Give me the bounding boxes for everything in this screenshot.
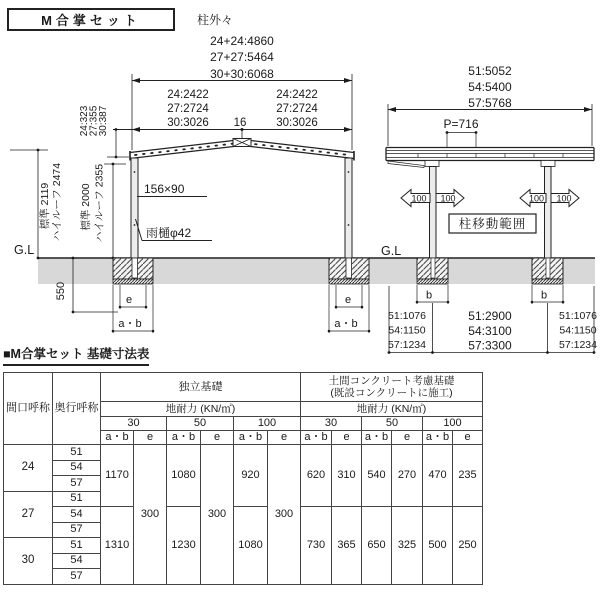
- front-right-foundation: [329, 258, 369, 284]
- header-load-100: 100: [423, 417, 483, 431]
- dim-ab-label: a・b: [118, 318, 142, 330]
- header-e: e: [268, 431, 301, 445]
- header-e: e: [134, 431, 167, 445]
- cell-dok-50-ab-top: 1080: [167, 445, 201, 507]
- front-left-footing-dims: [112, 285, 155, 333]
- front-rise-dim-3: 30:387: [98, 105, 109, 137]
- side-bottom-center-3: 57:3300: [468, 338, 512, 353]
- front-half-right-2: 27:2724: [276, 103, 318, 115]
- side-roof: [386, 148, 594, 168]
- dim-ab-label: a・b: [334, 318, 358, 330]
- cell-doma-30-e-bottom: 365: [332, 507, 362, 585]
- cell-dok-50-e: 300: [201, 445, 234, 585]
- side-right-foundation: [532, 258, 563, 284]
- header-ab: a・b: [301, 431, 332, 445]
- front-rise-dimension: [79, 105, 129, 158]
- front-half-left-3: 30:3026: [167, 117, 209, 129]
- cell-depth: 51: [53, 445, 101, 461]
- header-ab: a・b: [101, 431, 134, 445]
- cell-depth: 57: [53, 522, 101, 538]
- side-left-bracket: [425, 161, 439, 167]
- cell-depth: 54: [53, 553, 101, 569]
- side-bottom-center-2: 54:3100: [468, 324, 512, 338]
- cell-doma-50-e-bottom: 325: [392, 507, 423, 585]
- dim-b-label: b: [425, 289, 433, 302]
- side-b-dimensions: [416, 285, 565, 304]
- front-right-footing-dims: [328, 285, 371, 333]
- side-bottom-dimension: [388, 286, 598, 354]
- header-load-50: 50: [167, 417, 234, 431]
- header-e: e: [453, 431, 483, 445]
- header-maguchi: 間口呼称: [4, 373, 53, 445]
- cell-depth: 54: [53, 460, 101, 476]
- height-inner-std: 標準 2000: [80, 183, 92, 231]
- side-bottom-right-2: 54:1150: [559, 324, 597, 337]
- header-doma-line2: (既設コンクリートに施工): [330, 387, 453, 399]
- front-overall-dim-3: 30+30:6068: [210, 67, 274, 81]
- front-span-label: 柱外々: [197, 13, 234, 27]
- header-load-30: 30: [101, 417, 167, 431]
- front-left-post: [131, 158, 138, 258]
- table-row: [4, 445, 483, 461]
- front-half-left-2: 27:2724: [167, 103, 209, 115]
- cell-width-24: 24: [4, 445, 53, 492]
- front-gl-label: G.L: [14, 243, 35, 257]
- front-half-dimension: [113, 89, 352, 139]
- header-bearing-left: 地耐力 (KN/㎡): [101, 402, 301, 417]
- pitch-label: P=716: [443, 117, 479, 131]
- header-ab: a・b: [362, 431, 392, 445]
- cell-dok-100-ab-bottom: 1080: [234, 507, 268, 585]
- cell-doma-50-ab-top: 540: [362, 445, 392, 507]
- front-posts: [131, 158, 352, 258]
- side-gl-label: G.L: [381, 244, 402, 258]
- front-height-dimension-inner: [79, 163, 126, 260]
- front-roof: [130, 139, 354, 161]
- cell-width-27: 27: [4, 491, 53, 538]
- side-view: [381, 64, 597, 354]
- post-move-arrows: [401, 190, 579, 207]
- side-eave-gutter: [388, 161, 424, 168]
- move-arrow-value: 100: [440, 193, 456, 204]
- header-e: e: [201, 431, 234, 445]
- side-bottom-left-2: 54:1150: [388, 324, 426, 337]
- front-ridge-gap: 16: [233, 117, 247, 129]
- dim-e-label: e: [344, 294, 352, 306]
- front-half-right-1: 24:2422: [276, 89, 318, 101]
- front-overall-dim-2: 27+27:5464: [210, 50, 274, 64]
- cell-dok-30-ab-top: 1170: [101, 445, 134, 507]
- move-range-label: 柱移動範囲: [458, 217, 527, 231]
- cell-doma-100-ab-top: 470: [423, 445, 453, 507]
- table-row: [4, 507, 483, 523]
- side-bottom-left-1: 51:1076: [388, 310, 426, 322]
- side-pitch-dimension: [443, 117, 478, 147]
- side-bottom-center-1: 51:2900: [468, 309, 512, 323]
- gutter-label: 雨樋φ42: [146, 226, 192, 240]
- front-gutter-label: [136, 219, 213, 241]
- cell-doma-30-ab-bottom: 730: [301, 507, 332, 585]
- header-load-100: 100: [234, 417, 301, 431]
- height-outer-high: ハイルーフ 2474: [51, 162, 63, 242]
- cell-dok-30-e: 300: [134, 445, 167, 585]
- front-rise-dim-2: 27:355: [88, 105, 100, 137]
- post-move-range-box: [449, 214, 536, 233]
- front-left-foundation: [113, 258, 153, 284]
- height-inner-high: ハイルーフ 2355: [93, 163, 106, 243]
- front-half-left-1: 24:2422: [167, 89, 209, 101]
- front-rise-dim-1: 24:323: [79, 105, 90, 137]
- front-overall-dim-1: 24+24:4860: [210, 34, 274, 48]
- header-load-50: 50: [362, 417, 423, 431]
- header-okuyuki: 奥行呼称: [53, 373, 101, 445]
- side-bottom-left-3: 57:1234: [388, 339, 426, 351]
- page-title: M合掌セット: [41, 13, 141, 28]
- dim-e-label: e: [125, 294, 133, 306]
- move-arrow-value: 100: [528, 193, 545, 204]
- side-right-post: [545, 167, 552, 259]
- front-right-post: [345, 158, 352, 258]
- cell-depth: 57: [53, 569, 101, 585]
- cell-dok-100-e: 300: [268, 445, 301, 585]
- cell-depth: 51: [53, 538, 101, 554]
- cell-doma-100-e-bottom: 250: [453, 507, 483, 585]
- cell-doma-50-ab-bottom: 650: [362, 507, 392, 585]
- header-dokuritsu: 独立基礎: [101, 373, 301, 402]
- foundation-spec-table: [3, 372, 483, 585]
- side-bottom-right-1: 51:1076: [559, 310, 597, 322]
- header-e: e: [332, 431, 362, 445]
- header-bearing-right: 地耐力 (KN/㎡): [301, 402, 483, 417]
- header-e: e: [392, 431, 423, 445]
- header-ab: a・b: [167, 431, 201, 445]
- move-arrow-value: 100: [556, 193, 572, 204]
- beam-size-label: 156×90: [144, 182, 185, 196]
- table-title: ■M合掌セット 基礎寸法表: [3, 344, 149, 366]
- front-beam-label: [137, 182, 207, 197]
- side-overall-dimension: [388, 64, 592, 146]
- cell-doma-100-ab-bottom: 500: [423, 507, 453, 585]
- front-half-right-3: 30:3026: [276, 117, 318, 129]
- cell-depth: 51: [53, 491, 101, 507]
- side-overall-dim-3: 57:5768: [468, 96, 512, 110]
- header-doma: [301, 373, 483, 402]
- header-ab: a・b: [234, 431, 268, 445]
- cell-doma-100-e-top: 235: [453, 445, 483, 507]
- move-arrow-value: 100: [411, 193, 427, 204]
- height-outer-std: 標準 2119: [39, 182, 51, 230]
- cell-doma-50-e-top: 270: [392, 445, 423, 507]
- cell-dok-30-ab-bottom: 1310: [101, 507, 134, 585]
- cell-depth: 57: [53, 476, 101, 492]
- side-left-foundation: [417, 258, 448, 284]
- cell-doma-30-e-top: 310: [332, 445, 362, 507]
- header-doma-line1: 土間コンクリート考慮基礎: [328, 374, 455, 387]
- cell-dok-50-ab-bottom: 1230: [167, 507, 201, 585]
- header-load-30: 30: [301, 417, 362, 431]
- embed-depth-label: 550: [55, 281, 67, 301]
- cell-width-30: 30: [4, 538, 53, 585]
- dim-b-label: b: [540, 289, 548, 302]
- side-overall-dim-2: 54:5400: [468, 80, 512, 94]
- cell-doma-30-ab-top: 620: [301, 445, 332, 507]
- front-view: [10, 12, 370, 333]
- ridge-cap: [233, 139, 251, 147]
- cell-depth: 54: [53, 507, 101, 523]
- side-left-post: [430, 167, 437, 259]
- side-overall-dim-1: 51:5052: [468, 64, 512, 78]
- side-right-bracket: [541, 161, 555, 167]
- header-ab: a・b: [423, 431, 453, 445]
- side-bottom-right-3: 57:1234: [559, 339, 597, 351]
- cell-dok-100-ab-top: 920: [234, 445, 268, 507]
